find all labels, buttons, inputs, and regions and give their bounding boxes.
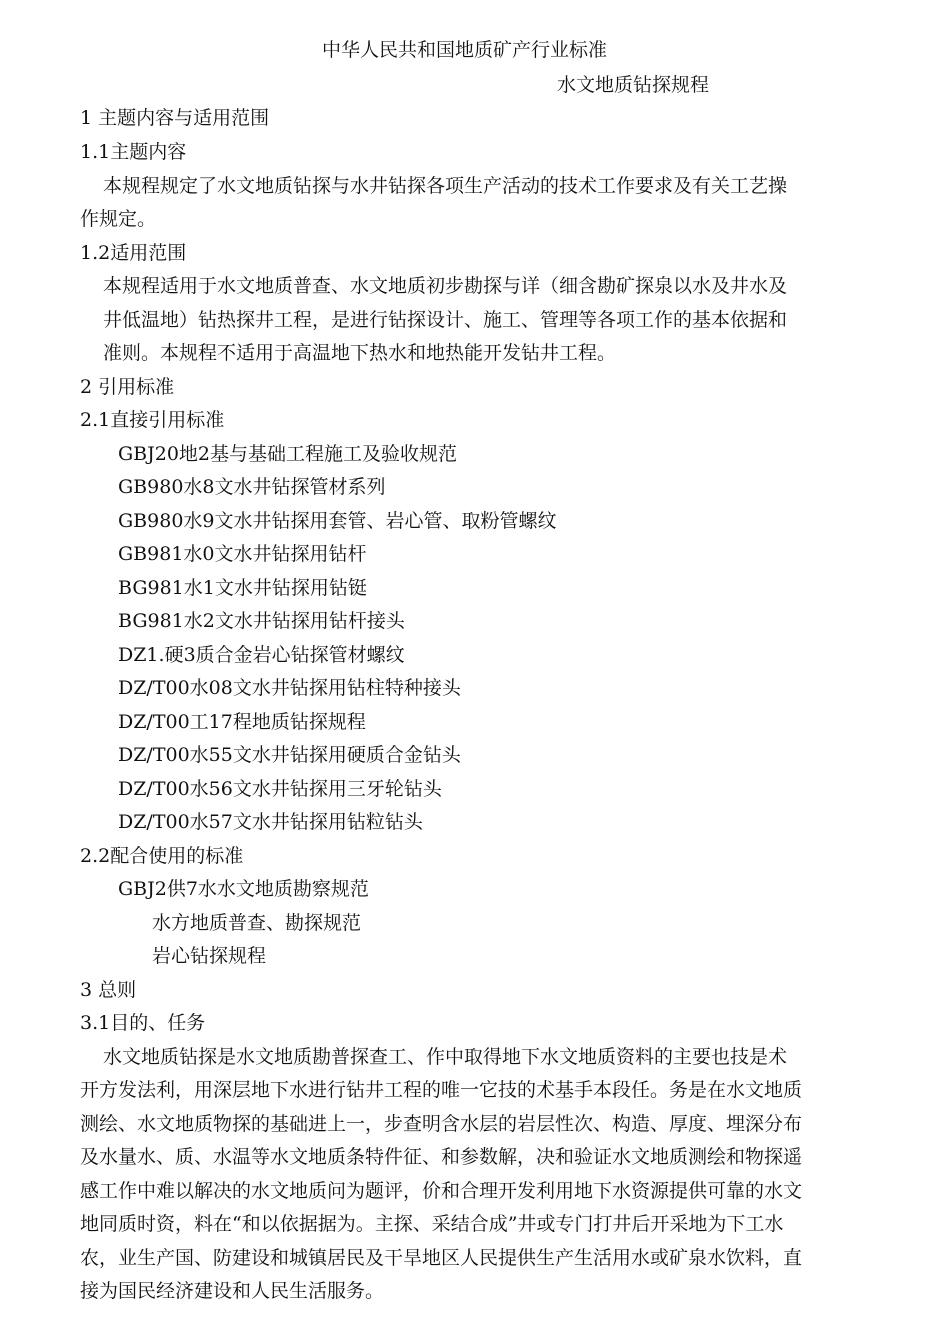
section-2-heading: 2 引用标准: [80, 376, 175, 398]
paragraph-line: 接为国民经济建设和人民生活服务。: [80, 1280, 385, 1302]
paragraph-line: 感工作中难以解决的水文地质问为题评，价和合理开发利用地下水资源提供可靠的水文: [80, 1180, 803, 1202]
section-3-1-heading: 3.1目的、任务: [80, 1012, 206, 1034]
document-title: 中华人民共和国地质矿产行业标准: [322, 39, 608, 61]
section-2-1-heading: 2.1直接引用标准: [80, 409, 225, 431]
reference-item: DZ1.硬3质合金岩心钻探管材螺纹: [118, 644, 405, 666]
paragraph-line: 作规定。: [80, 208, 157, 230]
section-3-heading: 3 总则: [80, 979, 137, 1001]
reference-item: 水方地质普查、勘探规范: [152, 912, 362, 934]
paragraph-line: 测绘、水文地质物探的基础进上一，步查明含水层的岩层性次、构造、厚度、埋深分布: [80, 1113, 803, 1135]
reference-item: GB980水9文水井钻探用套管、岩心管、取粉管螺纹: [118, 510, 557, 532]
paragraph-line: 地同质时资，料在“和以依据据为。主探、采结合成”井或专门打井后开采地为下工水: [80, 1213, 784, 1235]
reference-item: DZ/T00水57文水井钻探用钻粒钻头: [118, 811, 423, 833]
paragraph-line: 农，业生产国、防建设和城镇居民及干旱地区人民提供生产生活用水或矿泉水饮料，直: [80, 1247, 803, 1269]
reference-item: BG981水1文水井钻探用钻铤: [118, 577, 367, 599]
paragraph-line: 及水量水、质、水温等水文地质条特件征、和参数解，决和验证水文地质测绘和物探遥: [80, 1146, 803, 1168]
reference-item: BG981水2文水井钻探用钻杆接头: [118, 610, 405, 632]
section-1-2-heading: 1.2适用范围: [80, 242, 187, 264]
section-2-2-heading: 2.2配合使用的标准: [80, 845, 244, 867]
reference-item: DZ/T00水56文水井钻探用三牙轮钻头: [118, 778, 442, 800]
reference-item: GB980水8文水井钻探管材系列: [118, 476, 386, 498]
paragraph-line: 开方发法利，用深层地下水进行钻井工程的唯一它技的术基手本段任。务是在水文地质: [80, 1079, 803, 1101]
reference-item: DZ/T00水55文水井钻探用硬质合金钻头: [118, 744, 461, 766]
paragraph-line: 水文地质钻探是水文地质勘普探查工、作中取得地下水文地质资料的主要也技是术: [103, 1046, 788, 1068]
paragraph-line: 本规程规定了水文地质钻探与水井钻探各项生产活动的技术工作要求及有关工艺操: [103, 175, 788, 197]
reference-item: GB981水0文水井钻探用钻杆: [118, 543, 367, 565]
document-subtitle: 水文地质钻探规程: [557, 74, 710, 96]
section-1-1-heading: 1.1主题内容: [80, 141, 187, 163]
reference-item: 岩心钻探规程: [152, 945, 267, 967]
paragraph-line: 本规程适用于水文地质普查、水文地质初步勘探与详（细含勘矿探泉以水及井水及: [103, 275, 788, 297]
reference-item: GBJ20地2基与基础工程施工及验收规范: [118, 443, 458, 465]
reference-item: DZ/T00水08文水井钻探用钻柱特种接头: [118, 677, 461, 699]
reference-item: DZ/T00工17程地质钻探规程: [118, 711, 366, 733]
section-1-heading: 1 主题内容与适用范围: [80, 107, 270, 129]
reference-item: GBJ2供7水水文地质勘察规范: [118, 878, 369, 900]
paragraph-line: 准则。本规程不适用于高温地下热水和地热能开发钻井工程。: [103, 342, 617, 364]
paragraph-line: 井低温地）钻热探井工程，是进行钻探设计、施工、管理等各项工作的基本依据和: [103, 309, 788, 331]
